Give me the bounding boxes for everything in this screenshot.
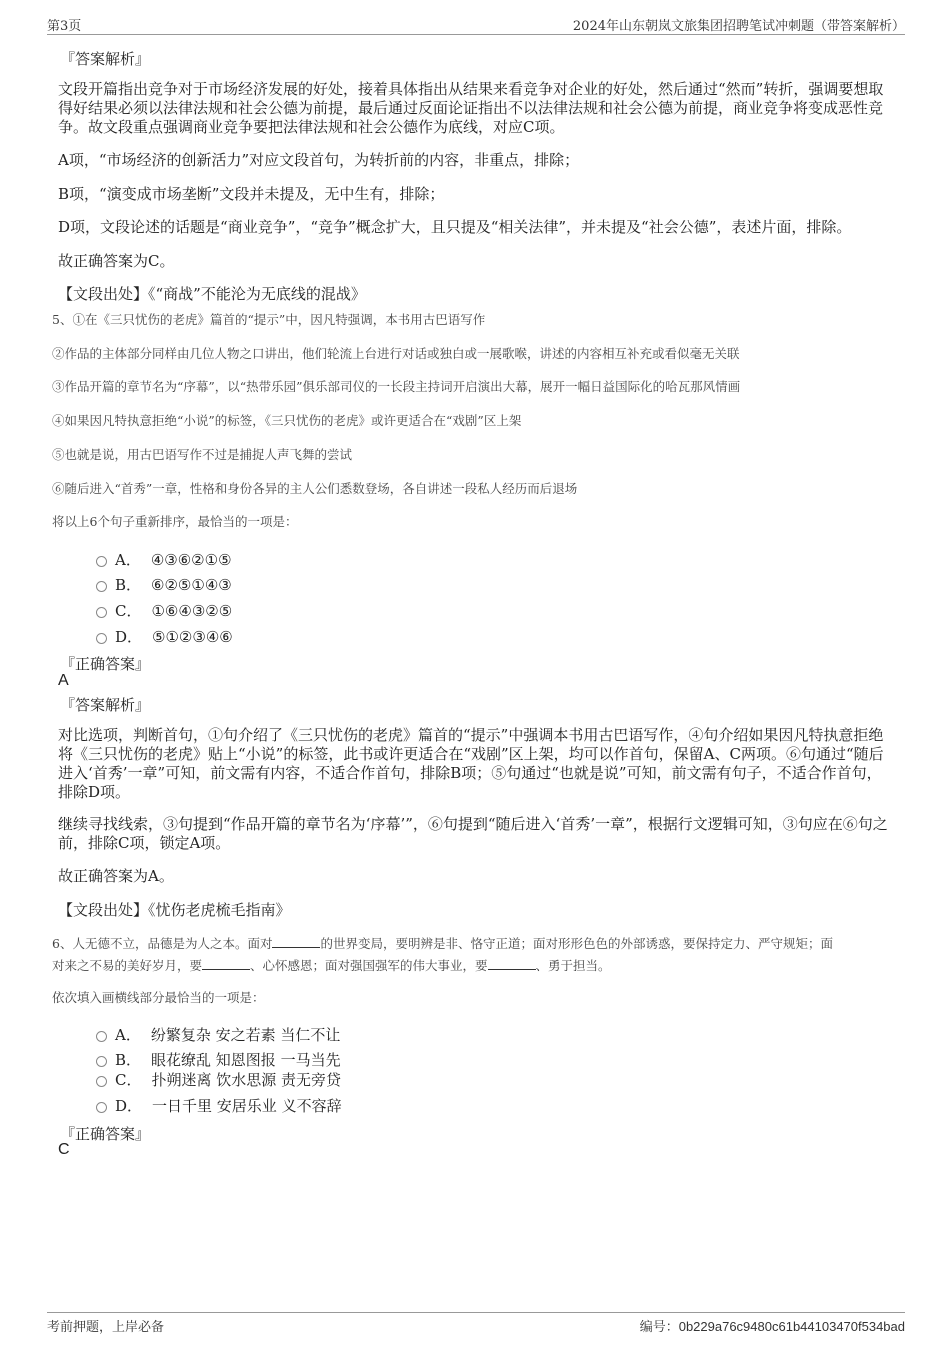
q5-sentence-5: ⑤也就是说，用古巴语写作不过是捕捉人声飞舞的尝试	[52, 447, 353, 462]
q5-option-d[interactable]	[96, 626, 233, 647]
option-letter: B．	[115, 1051, 142, 1069]
source-citation: 【文段出处】《“商战”不能沦为无底线的混战》	[58, 285, 366, 303]
radio-icon[interactable]	[96, 1056, 107, 1067]
code-value: 0b229a76c9480c61b44103470f534bad	[678, 1319, 905, 1334]
q5-conclusion: 故正确答案为A。	[58, 867, 174, 885]
document-code	[640, 1316, 905, 1335]
q5-analysis-2: 继续寻找线索，③句提到“作品开篇的章节名为‘序幕’”，⑥句提到“随后进入‘首秀’一章”，根据行文逻辑可知，③句应在⑥句之前，排除C项，锁定A项。	[58, 815, 888, 852]
analysis-option-b: B项，“演变成市场垄断”文段并未提及，无中生有，排除；	[58, 185, 445, 203]
option-text: ⑥②⑤①④③	[151, 576, 232, 594]
q6-stem-text: 的世界变局，要明辨是非、恪守正道；面对形形色色的外部诱惑，要保持定力、严守规矩；面	[320, 936, 833, 951]
q6-stem-line-1	[52, 935, 902, 953]
q5-option-c[interactable]	[96, 600, 232, 621]
option-text: ①⑥④③②⑤	[151, 602, 233, 620]
document-title: 2024年山东朝岚文旅集团招聘笔试冲刺题（带答案解析）	[572, 19, 905, 34]
option-text: 一日千里 安居乐业 义不容辞	[152, 1097, 342, 1115]
radio-icon[interactable]	[96, 1076, 107, 1087]
correct-answer-label: 『正确答案』	[60, 655, 151, 673]
fill-blank-1	[272, 935, 320, 948]
radio-icon[interactable]	[96, 581, 107, 592]
q6-option-b[interactable]	[96, 1049, 341, 1070]
radio-icon[interactable]	[96, 1102, 107, 1113]
radio-icon[interactable]	[96, 556, 107, 567]
q5-sentence-2: ②作品的主体部分同样由几位人物之口讲出，他们轮流上台进行对话或独白或一展歌喉，讲述的内容相互补充或看似毫无关联	[52, 346, 740, 361]
option-letter: A．	[115, 1026, 141, 1044]
analysis-option-a: A项，“市场经济的创新活力”对应文段首句，为转折前的内容，非重点，排除；	[58, 151, 580, 169]
q6-stem-text: 、心怀感恩；面对强国强军的伟大事业，要	[250, 958, 488, 973]
q6-stem-text: 对来之不易的美好岁月，要	[52, 958, 203, 973]
conclusion: 故正确答案为C。	[58, 252, 175, 270]
option-letter: B．	[115, 576, 142, 594]
radio-icon[interactable]	[96, 607, 107, 618]
radio-icon[interactable]	[96, 633, 107, 644]
q6-option-c[interactable]	[96, 1069, 341, 1090]
q6-prompt: 依次填入画横线部分最恰当的一项是：	[52, 990, 265, 1005]
page-number: 第3页	[47, 19, 82, 34]
q6-stem-text: 6、人无德不立，品德是为人之本。面对	[52, 936, 273, 951]
radio-icon[interactable]	[96, 1031, 107, 1042]
option-letter: A．	[115, 551, 141, 569]
page-header	[47, 12, 905, 35]
analysis-text: 文段开篇指出竞争对于市场经济发展的好处，接着具体指出从结果来看竞争对企业的好处，然后通过“然而”转折，强调要想取得好结果必须以法律法规和社会公德为前提，最后通过反面论证指出不以法律法规和社会公德为前提，商业竞争将变成恶性竞争。故文段重点强调商业竞争要把法律法规和社会公德作为底线，对应C项。	[58, 80, 884, 136]
correct-answer: C	[58, 1141, 70, 1158]
option-letter: C．	[115, 602, 142, 620]
analysis-label: 『答案解析』	[60, 696, 151, 714]
option-text: ⑤①②③④⑥	[152, 628, 233, 646]
option-text: 眼花缭乱 知恩图报 一马当先	[151, 1051, 341, 1069]
option-letter: C．	[115, 1071, 142, 1089]
q5-option-b[interactable]	[96, 574, 232, 595]
option-letter: D．	[115, 1097, 143, 1115]
code-label: 编号：	[639, 1320, 679, 1335]
footer-slogan: 考前押题，上岸必备	[47, 1320, 165, 1335]
fill-blank-3	[488, 957, 536, 970]
q5-sentence-6: ⑥随后进入“首秀”一章，性格和身份各异的主人公们悉数登场，各自讲述一段私人经历而后退场	[52, 481, 578, 496]
q5-sentence-1: 5、①在《三只忧伤的老虎》篇首的“提示”中，因凡特强调，本书用古巴语写作	[52, 312, 486, 327]
option-text: 纷繁复杂 安之若素 当仁不让	[150, 1026, 341, 1044]
q5-analysis-1: 对比选项，判断首句，①句介绍了《三只忧伤的老虎》篇首的“提示”中强调本书用古巴语写作，④句介绍如果因凡特执意拒绝将《三只忧伤的老虎》贴上“小说”的标签，此书或许更适合在“戏剧”区上架，均可以作首句，保留A、C两项。⑥句通过“随后进入‘首秀’一章”可知，前文需有内容，不适合作首句，排除B项；⑤句通过“也就是说”可知，前文需有句子，不适合作首句，排除D项。	[58, 726, 884, 801]
option-text: 扑朔迷离 饮水思源 责无旁贷	[151, 1071, 342, 1089]
q6-stem-line-2	[52, 957, 902, 975]
page-footer	[47, 1312, 905, 1339]
q5-sentence-4: ④如果因凡特执意拒绝“小说”的标签，《三只忧伤的老虎》或许更适合在“戏剧”区上架	[52, 413, 522, 428]
analysis-option-d: D项，文段论述的话题是“商业竞争”，“竞争”概念扩大，且只提及“相关法律”，并未提及“社会公德”，表述片面，排除。	[58, 218, 852, 236]
correct-answer-label: 『正确答案』	[60, 1125, 151, 1143]
q5-sentence-3: ③作品开篇的章节名为“序幕”，以“热带乐园”俱乐部司仪的一长段主持词开启演出大幕，展开一幅日益国际化的哈瓦那风情画	[52, 379, 741, 394]
q6-option-d[interactable]	[96, 1095, 342, 1116]
fill-blank-2	[202, 957, 250, 970]
analysis-label: 『答案解析』	[60, 50, 151, 68]
q6-option-a[interactable]	[96, 1024, 340, 1045]
correct-answer: A	[58, 672, 69, 689]
q6-stem-text: 、勇于担当。	[535, 958, 611, 973]
option-letter: D．	[115, 628, 143, 646]
q5-prompt: 将以上6个句子重新排序，最恰当的一项是：	[52, 514, 298, 529]
option-text: ④③⑥②①⑤	[150, 551, 232, 569]
q5-source: 【文段出处】《忧伤老虎梳毛指南》	[58, 901, 291, 919]
q5-option-a[interactable]	[96, 549, 232, 570]
